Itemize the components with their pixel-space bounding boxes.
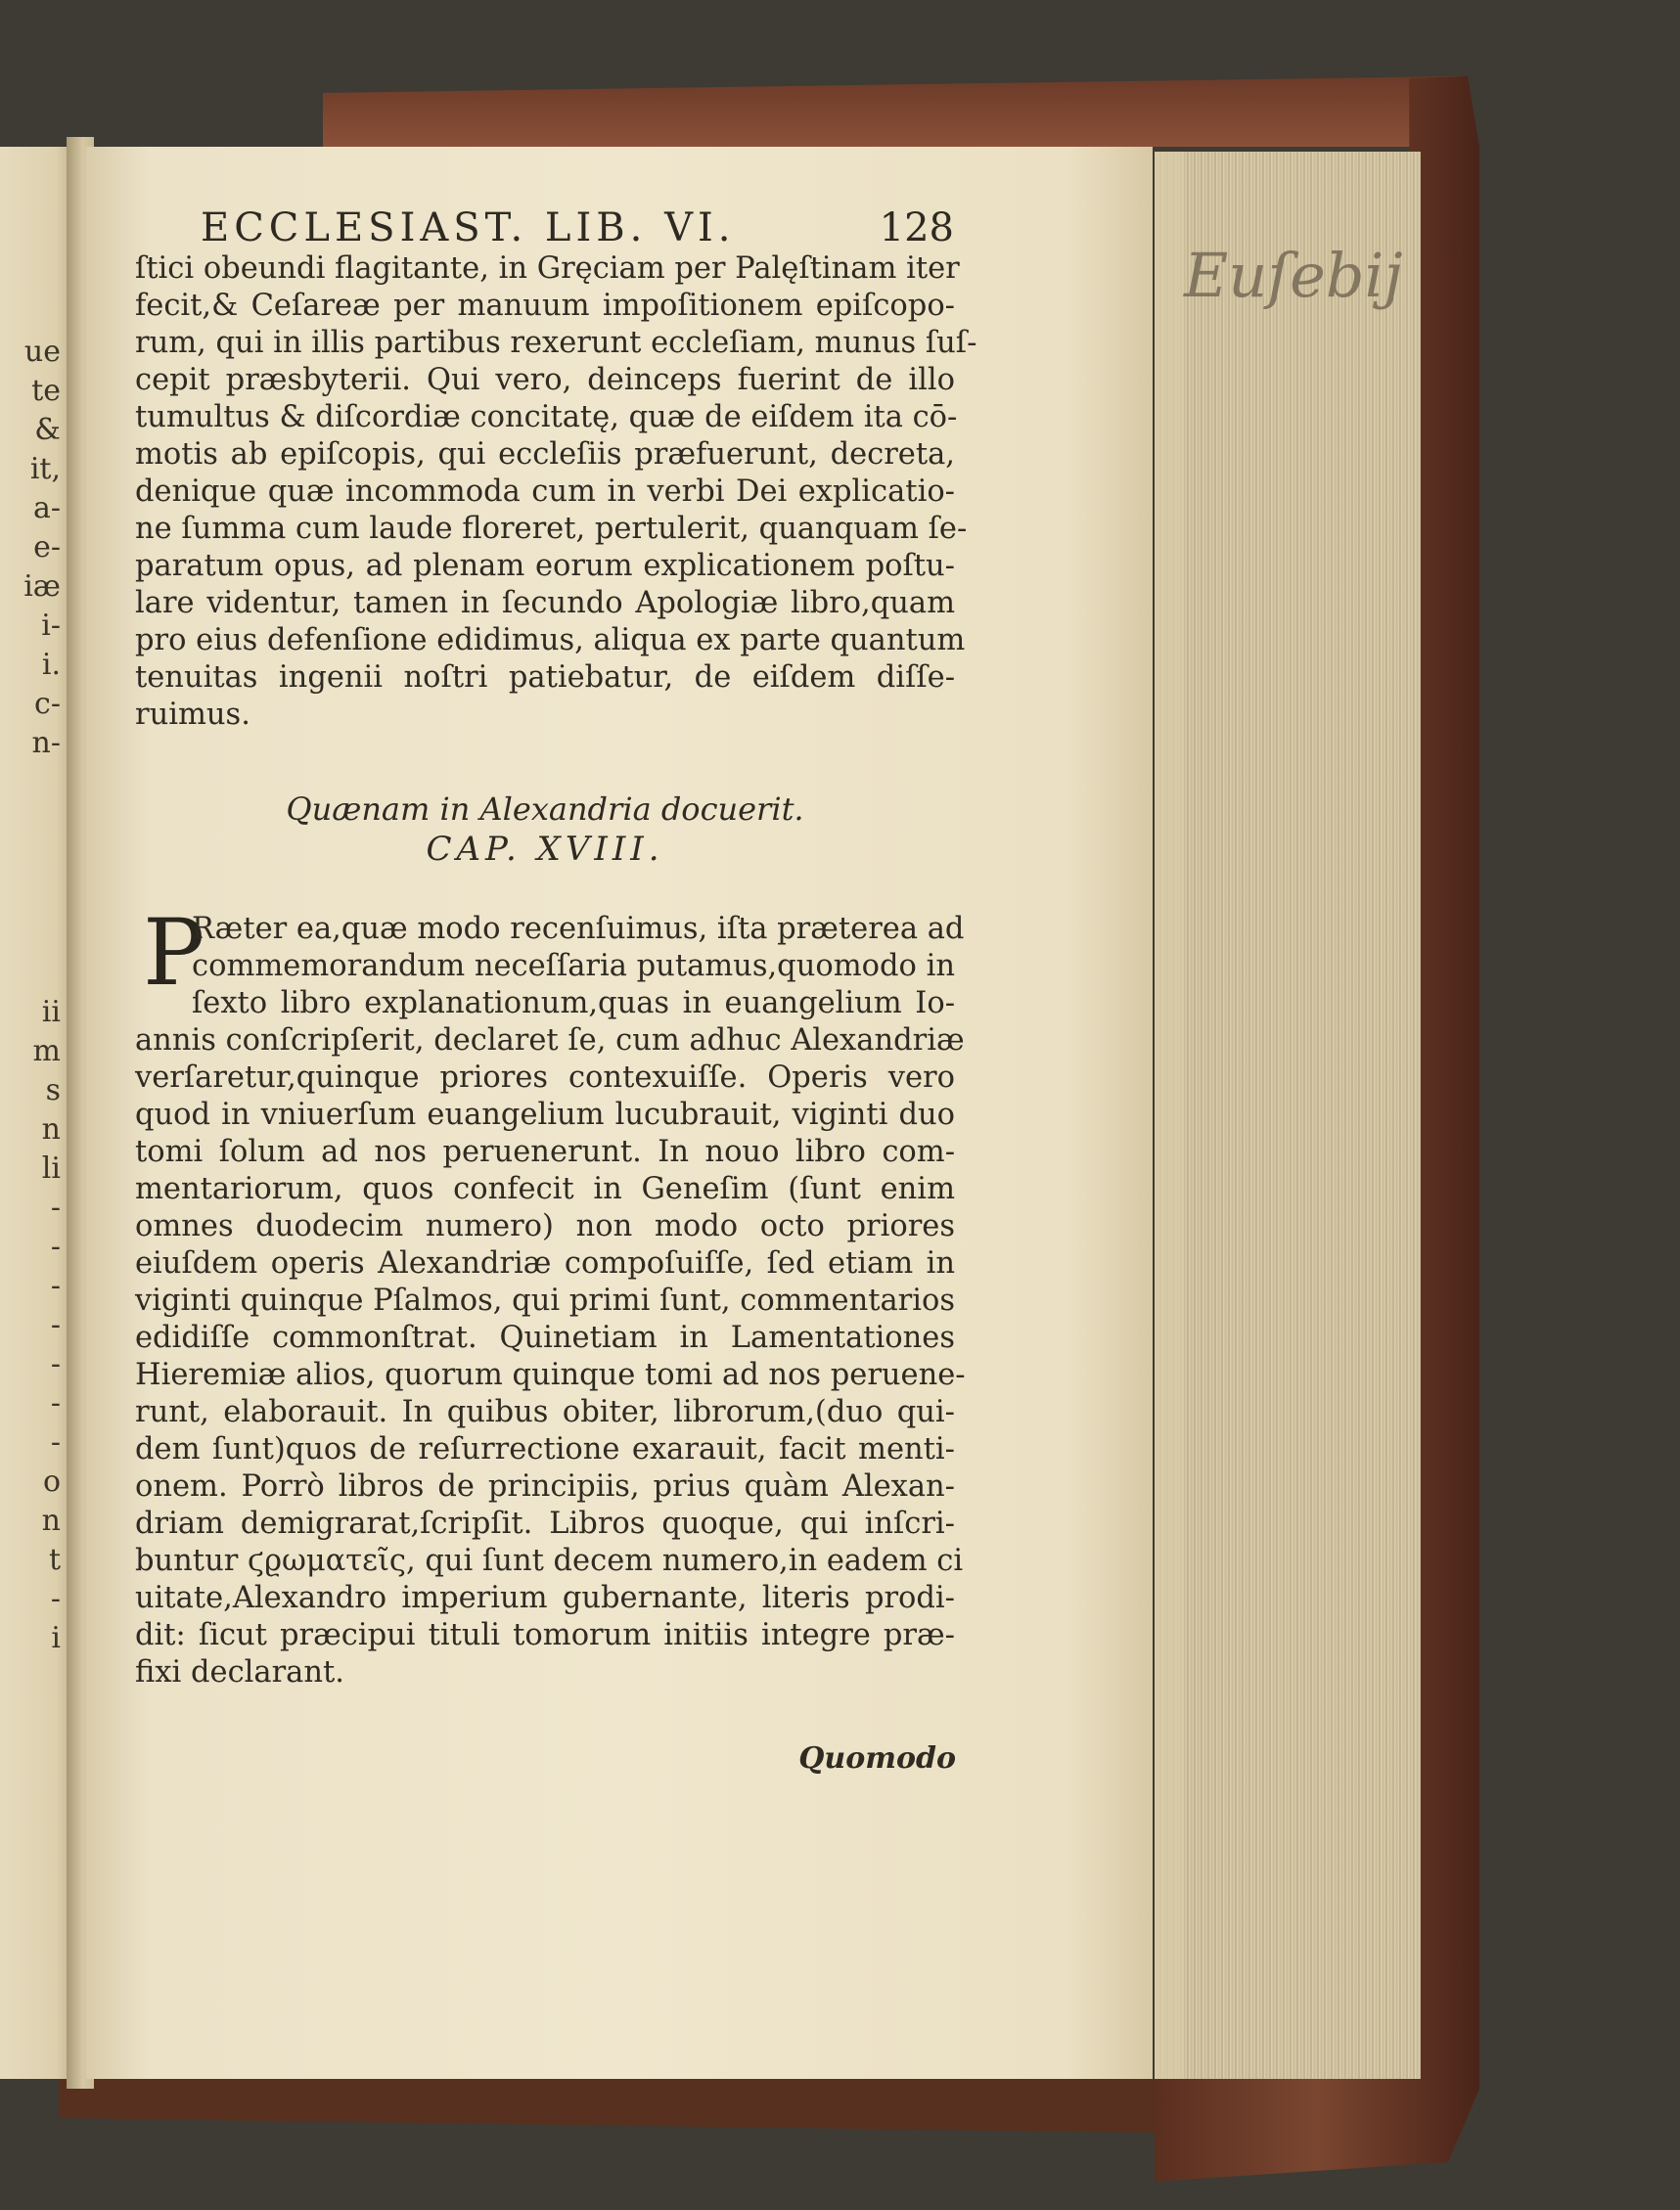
page-number: 128	[879, 205, 954, 250]
previous-page-line-fragment: -	[50, 1347, 61, 1381]
previous-page-line-fragment: -	[50, 1386, 61, 1421]
text-line: verſaretur,quinque priores contexuiſſe. Operis vero	[135, 1060, 955, 1095]
text-line: uitate,Alexandro imperium gubernante, literis prodi-	[135, 1581, 955, 1615]
text-line: viginti quinque Pſalmos, qui primi ſunt, commentarios	[135, 1284, 956, 1318]
text-line: pro eius defenſione edidimus, aliqua ex parte quantum	[135, 623, 966, 657]
previous-page-line-fragment: it,	[29, 452, 61, 486]
text-line: tomi ſolum ad nos peruenerunt. In nouo libro com-	[135, 1135, 955, 1169]
previous-page-line-fragment: -	[50, 1425, 61, 1460]
previous-page-line-fragment: i	[51, 1621, 61, 1655]
text-line: eiuſdem operis Alexandriæ compoſuiſſe, ſed etiam in	[135, 1246, 955, 1281]
text-line: dem ſunt)quos de reſurrectione exarauit, facit menti-	[135, 1432, 955, 1466]
text-block-fore-edge	[1155, 152, 1421, 2079]
text-line: quod in vniuerſum euangelium lucubrauit, viginti duo	[135, 1098, 955, 1132]
fore-edge-inscription: Euſebij	[1184, 240, 1403, 311]
text-line: fecit,& Ceſareæ per manuum impoſitionem epiſcopo-	[135, 289, 955, 323]
text-line: dit: ſicut præcipui tituli tomorum initiis integre præ-	[135, 1618, 955, 1652]
running-head: ECCLESIAST. LIB. VI.	[201, 205, 736, 250]
previous-page-line-fragment: i.	[41, 648, 61, 682]
initial-letter: P	[143, 900, 205, 1007]
previous-page-line-fragment: n	[41, 1112, 61, 1147]
previous-page-line-fragment: -	[50, 1269, 61, 1303]
text-line: onem. Porrò libros de principiis, prius quàm Alexan-	[135, 1469, 955, 1504]
text-line: mentariorum, quos confecit in Geneſim (ſunt enim	[135, 1172, 955, 1206]
binding-bottom-board	[59, 2079, 1155, 2133]
previous-page-line-fragment: -	[50, 1582, 61, 1616]
text-line: runt, elaborauit. In quibus obiter, librorum,(duo qui-	[135, 1395, 955, 1429]
previous-page-line-fragment: te	[31, 374, 61, 408]
previous-page-line-fragment: -	[50, 1308, 61, 1342]
previous-page-line-fragment: e-	[33, 530, 61, 564]
previous-page-line-fragment: s	[45, 1073, 61, 1107]
text-line: paratum opus, ad plenam eorum explicationem poſtu-	[135, 549, 955, 583]
previous-page-line-fragment: n	[41, 1504, 61, 1538]
text-line: lare videntur, tamen in ſecundo Apologiæ libro,quam	[135, 586, 955, 620]
previous-page-line-fragment: iæ	[23, 569, 61, 604]
text-line: fixi declarant.	[135, 1655, 344, 1690]
binding-top-board	[323, 76, 1468, 147]
text-line: Ræter ea,quæ modo recenſuimus, iſta præterea ad	[192, 912, 965, 946]
chapter-number: CAP. XVIII.	[426, 830, 664, 869]
previous-page-line-fragment: ii	[41, 995, 61, 1029]
previous-page-line-fragment: n-	[31, 726, 61, 760]
previous-page-line-fragment: o	[42, 1465, 61, 1499]
text-line: Hieremiæ alios, quorum quinque tomi ad nos peruene-	[135, 1358, 966, 1392]
catchword: Quomodo	[798, 1741, 956, 1776]
text-line: tenuitas ingenii noſtri patiebatur, de eiſdem diſſe-	[135, 660, 955, 695]
text-line: omnes duodecim numero) non modo octo priores	[135, 1209, 955, 1243]
text-line: ne ſumma cum laude floreret, pertulerit, quanquam ſe-	[135, 512, 968, 546]
previous-page-line-fragment: &	[34, 413, 61, 447]
previous-page-line-fragment: li	[41, 1151, 61, 1186]
text-line: cepit præsbyterii. Qui vero, deinceps fuerint de illo	[135, 363, 955, 397]
text-line: denique quæ incommoda cum in verbi Dei explicatio-	[135, 474, 955, 509]
text-line: ruimus.	[135, 698, 250, 732]
previous-page-line-fragment: t	[48, 1543, 61, 1577]
text-line: commemorandum neceſſaria putamus,quomodo in	[192, 949, 955, 983]
text-line: tumultus & diſcordiæ concitatę, quæ de eiſdem ita cō-	[135, 400, 958, 434]
text-line: motis ab epiſcopis, qui eccleſiis præfuerunt, decreta,	[135, 437, 955, 472]
text-line: driam demigrarat,ſcripſit. Libros quoque, qui inſcri-	[135, 1507, 955, 1541]
text-line: ſtici obeundi flagitante, in Gręciam per Palęſtinam iter	[135, 251, 960, 286]
text-line: ſexto libro explanationum,quas in euangelium Io-	[192, 986, 955, 1020]
text-line: annis conſcripſerit, declaret ſe, cum adhuc Alexandriæ	[135, 1023, 965, 1058]
text-line: buntur ϛϱωματεῖς, qui ſunt decem numero,in eadem ci	[135, 1544, 964, 1578]
text-line: rum, qui in illis partibus rexerunt eccleſiam, munus ſuſ-	[135, 326, 977, 360]
previous-page-line-fragment: a-	[32, 491, 61, 525]
previous-page-line-fragment: ue	[23, 335, 61, 369]
chapter-title: Quænam in Alexandria docuerit.	[286, 790, 804, 828]
previous-page-line-fragment: i-	[41, 609, 61, 643]
previous-page-line-fragment: -	[50, 1191, 61, 1225]
previous-page-line-fragment: -	[50, 1230, 61, 1264]
previous-page-line-fragment: m	[32, 1034, 61, 1068]
previous-page-line-fragment: c-	[34, 687, 61, 721]
page-header	[201, 205, 954, 250]
text-line: edidiſſe commonſtrat. Quinetiam in Lamentationes	[135, 1321, 955, 1355]
